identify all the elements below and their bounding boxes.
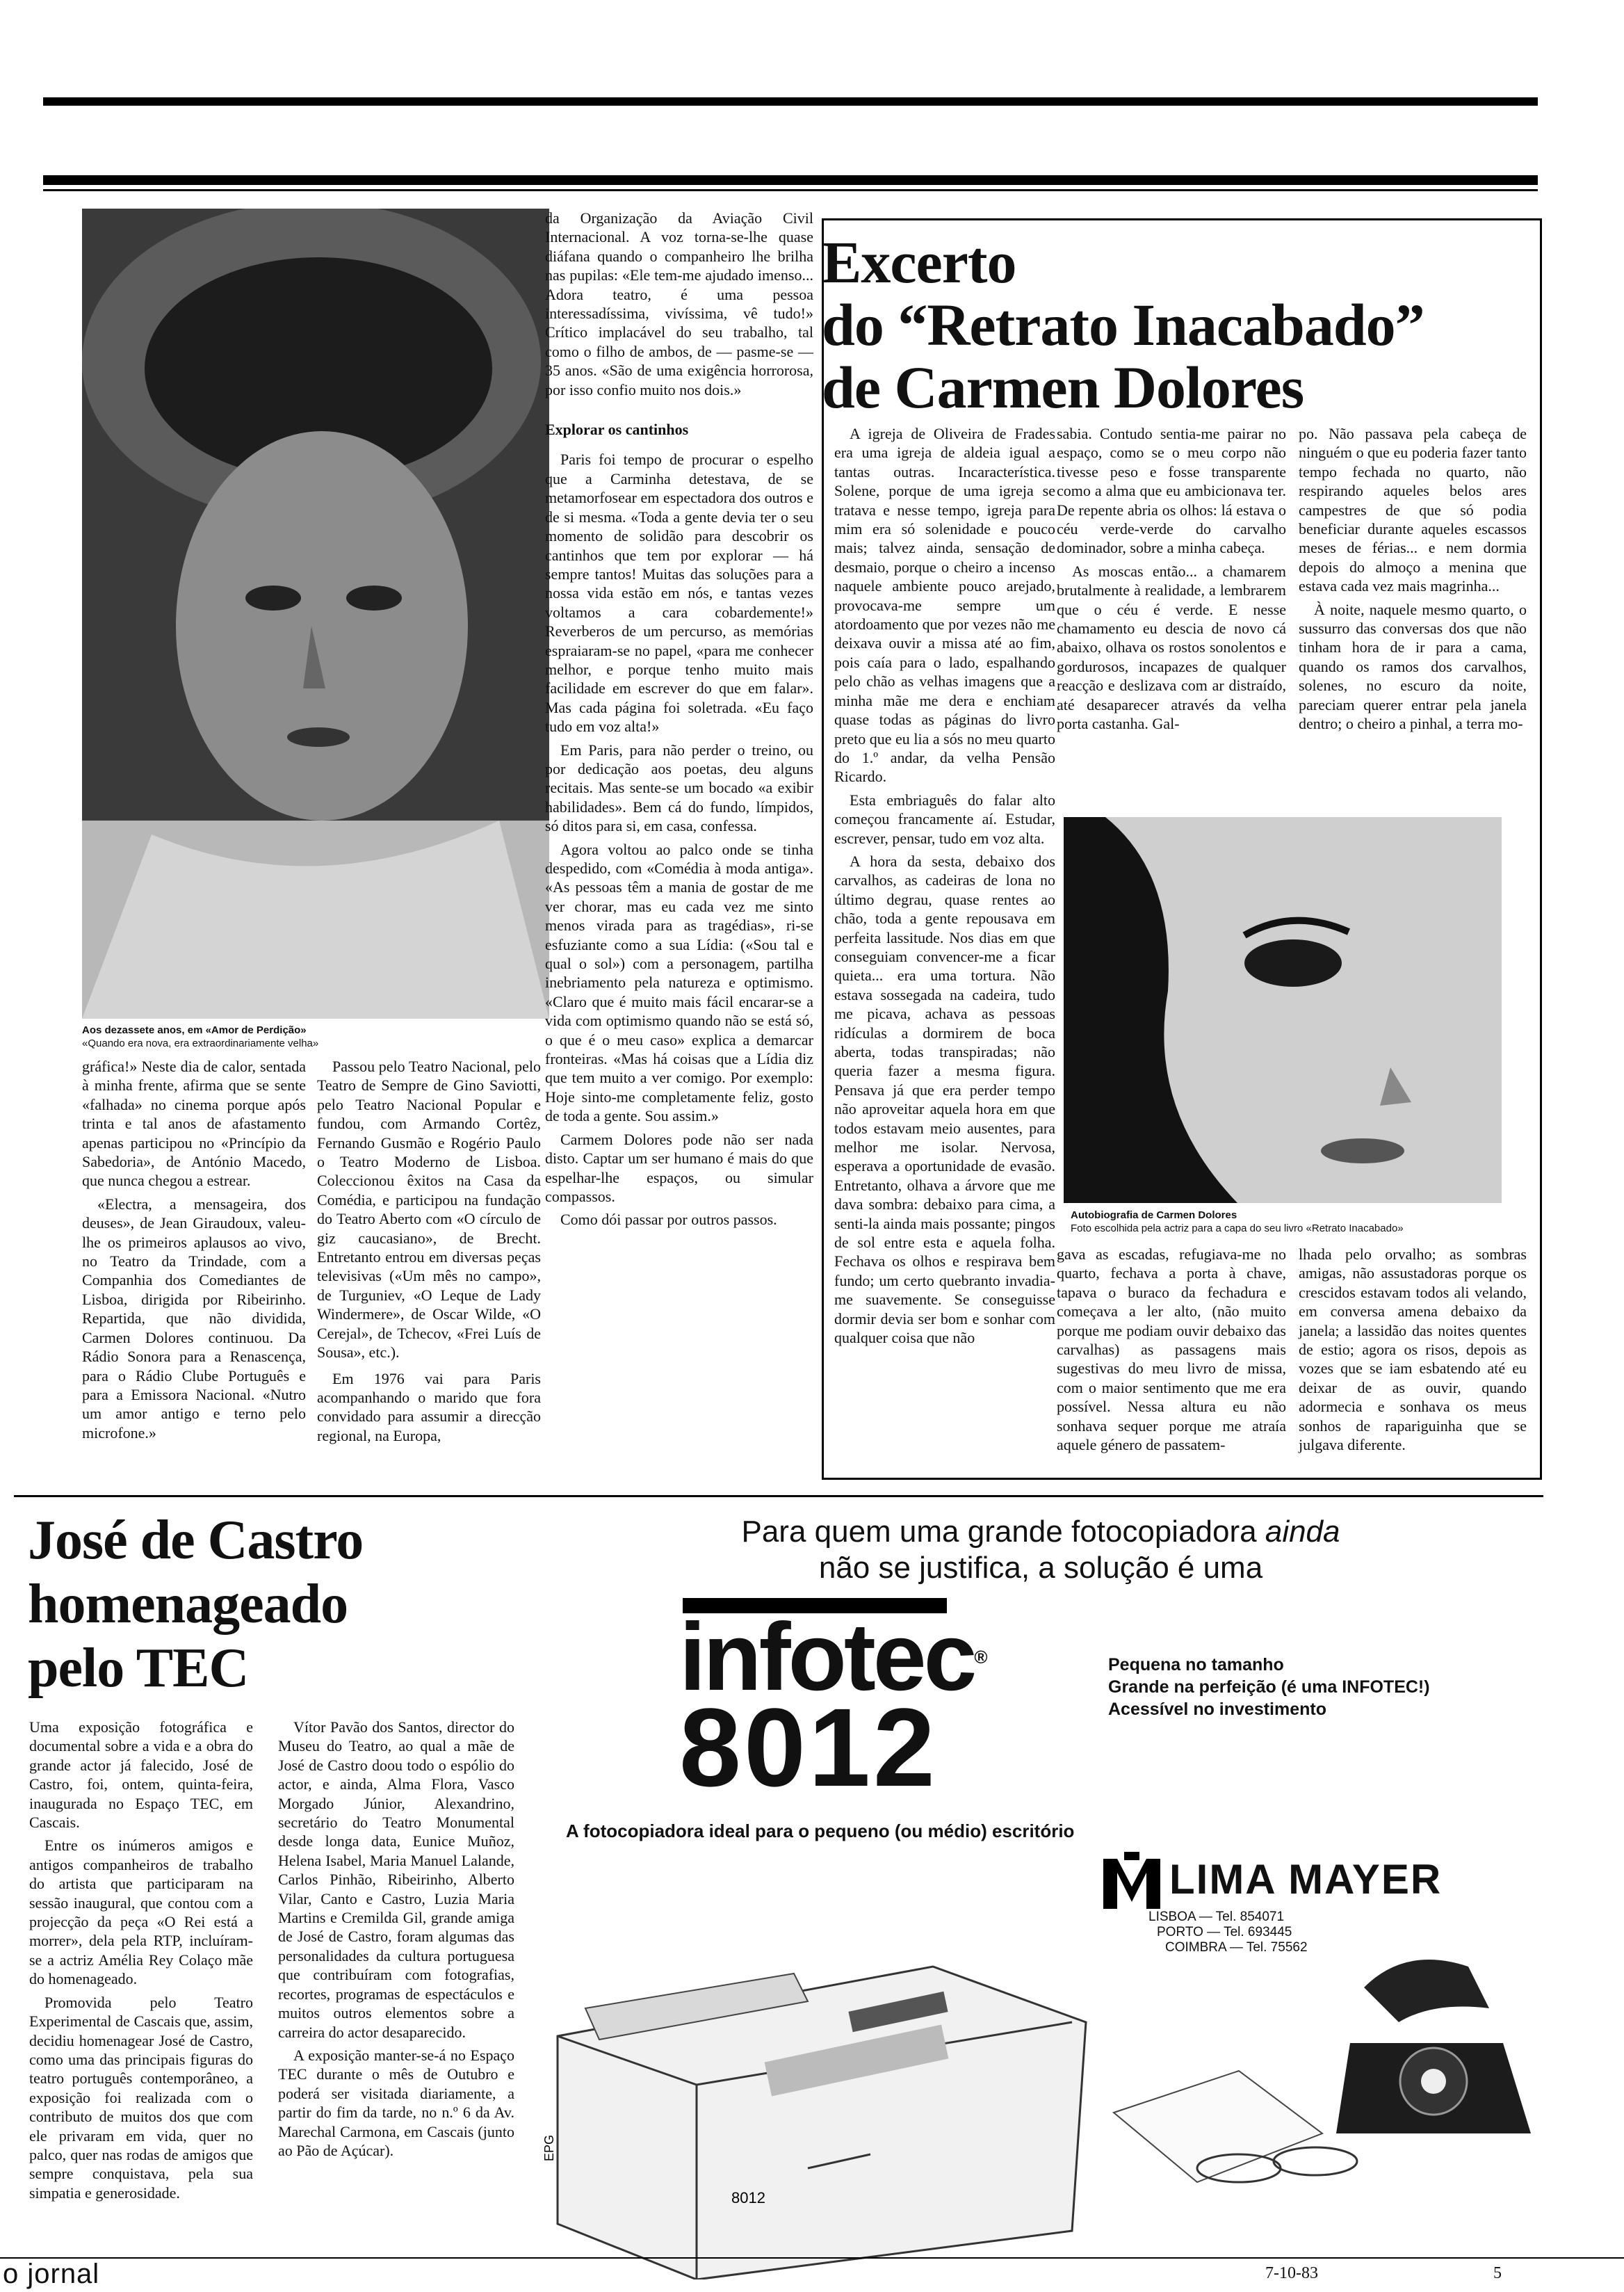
castro-column-1 (29, 1718, 253, 2206)
excerpt-column-b (1057, 424, 1286, 738)
ad-feature-2: Grande na perfeição (é uma INFOTEC!) (1108, 1677, 1430, 1697)
photocopier-illustration (544, 1904, 1538, 2279)
excerpt-para: A igreja de Oliveira de Frades era uma igreja de aldeia igual a tantas outras. Incaracterística. Solene, porque de uma igreja se tratava e nesse tempo, igreja para mim era só solenidade e pouco mais; talvez ainda, sensação de desmaio, porque o cheiro a incenso naquele ambiente pouco arejado, provocava-me sempre um atordoamento que por vezes não me deixava ouvir a missa até ao fim, pois caía para o lado, espalhando pelo chão as velhas imagens que a minha mãe me dera e enchiam quase todas as páginas do livro preto que eu lia a sós no meu quarto do 1.º andar, da velha Pensão Ricardo. (834, 425, 1055, 786)
feature-col3-para: Como dói passar por outros passos. (560, 1211, 777, 1229)
issue-date: 7-10-83 (1265, 2264, 1318, 2282)
feature-column-3 (545, 209, 813, 1234)
page-number: 5 (1493, 2264, 1502, 2282)
newspaper-name: o jornal (3, 2259, 100, 2289)
excerpt-column-c2 (1299, 1245, 1527, 1458)
feature-col3-para: da Organização da Aviação Civil Internacional. A voz torna-se-lhe quase diáfana quando o companheiro lhe brilha nas pupilas: «Ele tem-me ajudado imenso... Adora teatro, é uma pessoa interessadíssima, vivíssima, vê tudo!» Crítico implacável do seu trabalho, tal como o filho de ambos, de — pasme-se — 35 anos. «São de uma exigência horrorosa, por isso confio muito nos dois.» (545, 209, 813, 398)
castro-para: A exposição manter-se-á no Espaço TEC durante o mês de Outubro e poderá ser visitada diariamente, a partir do fim da tarde, no n.º 6 da Av. Marechal Carmona, em Cascais (junto ao Pão de Açúcar). (278, 2046, 514, 2159)
feature-col2-para: Passou pelo Teatro Nacional, pelo Teatro de Sempre de Gino Saviotti, pelo Teatro Nacional Popular e fundou, com Armando Cortêz, Fernando Gusmão e Rogério Paulo o Teatro Moderno de Lisboa. Coleccionou êxitos na Casa da Comédia, e participou na fundação do Teatro Aberto com «O círculo de giz caucasiano», de Brecht. Entretanto entrou em diversas peças televisivas («Um mês no campo», de Turguniev, «O Leque de Lady Windermere», de Oscar Wilde, «O Cerejal», de Tchecov, «Frei Luís de Sousa», etc.). (317, 1058, 541, 1362)
office-coimbra: COIMBRA — Tel. 75562 (1165, 1940, 1308, 1955)
excerpt-para: A hora da sesta, debaixo dos carvalhos, as cadeiras de lona no último degrau, quase rentes ao chão, toda a gente repousava em perfeita lassitude. Nos dias em que conseguiam convencer-me a ficar quieta... era uma tortura. Não estava sossegada na cadeira, tudo me picava, achava as pessoas ridículas a dormirem de boca aberta, todas transpiradas; não queria fazer a mesma figura. Pensava já que era perder tempo não aproveitar aquela hora em que todos estavam meio ausentes, para melhor me isolar. Nervosa, esperava a oportunidade de evasão. Entretanto, olhava a árvore que me dava sombra: debaixo para cima, a senti-la ainda mais possante; pingos de sol entre esta e aquela folha. Fechava os olhos e respirava bem fundo; um certo quebranto invadia-me suavemente. Se conseguisse dormir devia ser bom e sonhar com qualquer coisa que não (834, 852, 1055, 1347)
excerpt-title-line1: Excerto (822, 229, 1016, 296)
castro-para: Uma exposição fotográfica e documental sobre a vida e a obra do grande actor já falecido, José de Castro, foi, ontem, quinta-feira, inaugurada no Espaço TEC, em Cascais. (29, 1718, 253, 1832)
feature-col3-para: Paris foi tempo de procurar o espelho que a Carminha detestava, de se metamorfosear em espectadora dos outros e de si mesma. «Toda a gente devia ter o seu momento de solidão para descobrir os cantinhos que tem por explorar — há sempre tantos! Muitas das soluções para a nossa vida estão em nós, e tantas vezes voltamos a cara cobardemente!» Reverberos de um percurso, as memórias espraiaram-se no papel, «para me conhecer melhor, e porque tenho muito mais facilidade em escrever do que em falar». Mas cada página foi soletrada. «Eu faço tudo em voz alta!» (545, 451, 813, 736)
office-lisboa: LISBOA — Tel. 854071 (1148, 1910, 1285, 1924)
ad-tagline: A fotocopiadora ideal para o pequeno (ou médio) escritório (566, 1821, 1075, 1841)
brand-registered: ® (974, 1647, 985, 1668)
section-divider (14, 1495, 1543, 1497)
brand-model: 8012 (679, 1685, 938, 1809)
portrait-photo-young (82, 209, 549, 1019)
ad-features (1108, 1654, 1430, 1720)
footer-rule (0, 2257, 1624, 2259)
feature-col3-para: Em Paris, para não perder o treino, ou por dedicação aos poetas, deu alguns recitais. Mas sente-se um bocado «a exibir habilidades». Bem cá do fundo, límpidos, só ditos para si, em casa, confessa. (545, 741, 813, 835)
infotec-ad (544, 1515, 1538, 2279)
portrait-caption-bold: Aos dezassete anos, em «Amor de Perdição» (82, 1024, 307, 1036)
office-porto: PORTO — Tel. 693445 (1157, 1925, 1292, 1939)
top-rule-thick (43, 97, 1538, 106)
feature-col1-para: «Electra, a mensageira, dos deuses», de Jean Giraudoux, valeu-lhe os primeiros aplausos ao vivo, no Teatro da Trindade, com a Companhia dos Comediantes de Lisboa, dirigida por Ribeirinho. Repartida, que não dividida, Carmen Dolores continuou. Da Rádio Sonora para a Renascença, para o Rádio Clube Português e para a Emissora Nacional. «Nutro um amor antigo e terno pelo microfone.» (82, 1195, 306, 1442)
feature-col3-para: Carmem Dolores pode não ser nada disto. Captar um ser humano é mais do que espelhar-lhe espaços, ou simular compassos. (545, 1130, 813, 1205)
excerpt-title-line3: de Carmen Dolores (822, 354, 1304, 421)
feature-column-1 (82, 1057, 306, 1446)
portrait-photo-autobiography (1064, 817, 1502, 1203)
autobiography-caption (1071, 1209, 1502, 1235)
castro-title-line1: José de Castro (28, 1510, 364, 1571)
ad-feature-1: Pequena no tamanho (1108, 1655, 1284, 1674)
excerpt-para: Esta embriaguês do falar alto começou francamente aí. Estudar, escrever, pensar, tudo em voz alta. (834, 791, 1055, 847)
ad-headline-1 (544, 1515, 1538, 1549)
castro-para: Promovida pelo Teatro Experimental de Cascais que, assim, decidiu homenagear José de Castro, como uma das principais figuras do teatro português contemporâneo, a exposição foi realizada com o contributo de muitos dos que com ele privaram em vida, quer no palco, quer nas rodas de amigos que sempre conquistava, pela sua simpatia e generosidade. (29, 1993, 253, 2202)
excerpt-para: lhada pelo orvalho; as sombras amigas, não assustadoras porque os crescidos estavam todos ali velando, em conversa amena debaixo da janela; a lassidão das noites quentes de estio; agora os risos, depois as vozes que se iam esbatendo até eu deixar de as ouvir, quando adormecia e sonhava os meus sonhos de rapariguinha que se julgava diferente. (1299, 1245, 1527, 1454)
brand-name: infotec (679, 1604, 975, 1711)
ad-headline-em: ainda (1265, 1515, 1340, 1549)
top-rule-second (43, 175, 1538, 185)
machine-label: 8012 (731, 2189, 765, 2206)
excerpt-column-c (1299, 424, 1527, 738)
ad-feature-3: Acessível no investimento (1108, 1700, 1327, 1719)
portrait-illustration (82, 209, 549, 1019)
excerpt-column-b2 (1057, 1245, 1286, 1458)
lima-mayer-logo-icon (1103, 1852, 1160, 1909)
excerpt-para: gava as escadas, refugiava-me no quarto, fechava a porta à chave, tapava o buraco da fechadura e começava a ler alto, (não muito porque me podiam ouvir debaixo das carvalhas) as passagens mais sugestivas do meu livro de missa, com o maior sentimento que me era possível. Nessa altura eu não sonhava sequer porque me atraía aquele género de passatem- (1057, 1245, 1286, 1454)
castro-para: Vítor Pavão dos Santos, director do Museu do Teatro, ao qual a mãe de José de Castro doou todo o espólio do actor, e ainda, Alma Flora, Vasco Morgado Júnior, Alexandrino, secretário do Teatro Monumental desde longa data, Eunice Muñoz, Helena Isabel, Maria Manuel Lalande, Carlos Pinhão, Ribeirinho, Alberto Vilar, Canto e Castro, Luzia Maria Martins e Cremilda Gil, grande amiga de José de Castro, foram algumas das personalidades da cultura portuguesa que contribuíram com fotografias, recortes, programas de espectáculos e muitos outros elementos sobre a carreira do actor desaparecido. (278, 1718, 514, 2041)
autobiography-illustration (1064, 817, 1502, 1203)
feature-col3-para: Agora voltou ao palco onde se tinha despedido, com «Comédia à moda antiga». «As pessoas têm a mania de gostar de me ver chorar, mas eu cada vez me sinto menos virada para as tragédias», ri-se esfuziante como a sua Lídia: («Sou tal e qual o sol») com a personagem, partilha inebriamento pela natureza e optimismo. «Claro que é muito mais fácil encarar-se a vida com optimismo quando não se está só, o que é o meu caso» explica a demarcar fronteiras. «Mas há coisas que a Lídia diz que tem muito a ver comigo. Por exemplo: Hoje sinto-me completamente feliz, gosto de toda a gente. Sou assim.» (545, 840, 813, 1125)
excerpt-para: sabia. Contudo sentia-me pairar no espaço, como se o meu corpo não tivesse peso e fosse transparente como a alma que eu ambicionava ter. De repente abria os olhos: lá estava o céu verde-verde do carvalho dominador, sobre a minha cabeça. (1057, 425, 1286, 557)
excerpt-para: À noite, naquele mesmo quarto, o sussurro das conversas dos que não tinham hora de ir para a cama, quando os ramos dos carvalhos, solenes, no escuro da noite, pareciam querer entrar pela janela dentro; o cheiro a pinhal, a terra mo- (1299, 600, 1527, 733)
autobiography-caption-text: Foto escolhida pela actriz para a capa do seu livro «Retrato Inacabado» (1071, 1222, 1404, 1234)
feature-col1-para: gráfica!» Neste dia de calor, sentada à minha frente, afirma que se sente «falhada» no cinema porque após trinta e tal anos de afastamento apenas participou no «Princípio da Sabedoria», de António Macedo, que nunca chegou a estrear. (82, 1058, 306, 1190)
portrait-caption (82, 1024, 555, 1050)
excerpt-title-line2: do “Retrato Inacabado” (822, 291, 1424, 358)
castro-para: Entre os inúmeros amigos e antigos companheiros de trabalho do artista que participaram na sessão inaugural, que contou com a projecção da peça «O Rei está a morrer», dela pela RTP, incluíram-se a actriz Amélia Rey Colaço mãe do homenageado. (29, 1837, 253, 1988)
castro-column-2 (278, 1718, 514, 2164)
ad-headline-2: não se justifica, a solução é uma (818, 1551, 1263, 1585)
castro-title-line2: homenageado (28, 1574, 348, 1635)
feature-column-2 (317, 1057, 541, 1449)
top-rule-thin (43, 189, 1538, 191)
autobiography-caption-bold: Autobiografia de Carmen Dolores (1071, 1209, 1237, 1221)
portrait-caption-text: «Quando era nova, era extraordinariamente velha» (82, 1038, 319, 1049)
photo-credit: EPG (544, 2134, 556, 2161)
castro-title-line3: pelo TEC (28, 1638, 249, 1699)
ad-headline-a: Para quem uma grande fotocopiadora (741, 1515, 1265, 1549)
section-subhead: Explorar os cantinhos (545, 421, 689, 439)
excerpt-column-a (834, 424, 1055, 1352)
company-name: LIMA MAYER (1169, 1856, 1443, 1903)
excerpt-para: po. Não passava pela cabeça de ninguém o que eu poderia fazer tanto tempo fechada no quarto, não respirando aqueles belos ares campestres de que só podia beneficiar durante aqueles escassos meses de férias... e nem dormia depois do almoço a menina que estava cada vez mais magrinha... (1299, 425, 1527, 595)
feature-col2-para: Em 1976 vai para Paris acompanhando o marido que fora convidado para assumir a direcção regional, na Europa, (317, 1369, 541, 1444)
excerpt-para: As moscas então... a chamarem brutalmente à realidade, a lembrarem que o céu é verde. E nesse chamamento eu descia de novo cá abaixo, olhava os rostos sonolentos e gordurosos, incapazes de qualquer reacção e deslizava com ar distraído, até desaparecer através da velha porta castanha. Gal- (1057, 562, 1286, 733)
